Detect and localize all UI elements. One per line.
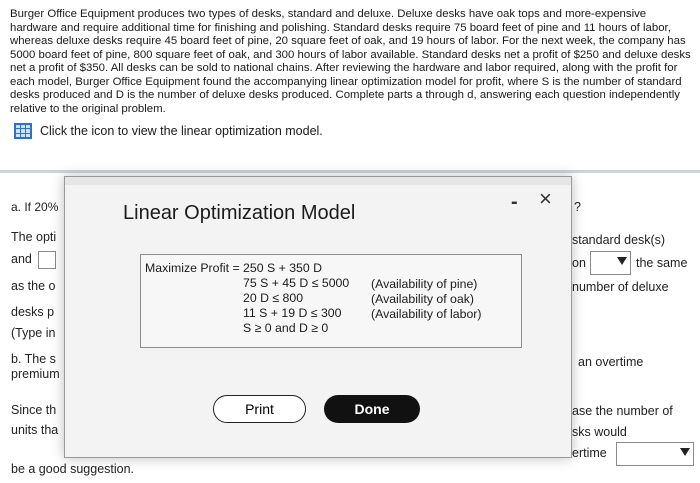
part-b-text: premium [11,367,60,381]
minimize-button[interactable]: - [511,191,518,213]
chevron-down-icon [680,448,690,456]
part-a-text-2: as the o [11,279,56,293]
constraint-labor: 11 S + 19 D ≤ 300 [243,306,342,320]
view-model-link[interactable] [14,123,323,139]
objective-function: Maximize Profit = 250 S + 350 D [145,261,323,275]
part-b-text-2: Since th [11,403,57,417]
answer-select-b[interactable] [616,442,694,466]
footer-text: be a good suggestion. [11,462,135,476]
right-text-standard: standard desk(s) [572,233,666,247]
model-box [140,254,522,348]
dialog-title: Linear Optimization Model [123,202,356,224]
right-text-increase: ase the number of [572,404,673,418]
constraint-oak: 20 D ≤ 800 [243,291,304,305]
constraint-labor-note: (Availability of labor) [371,307,482,321]
constraint-pine: 75 S + 45 D ≤ 5000 [243,276,350,290]
right-text-same: the same [636,256,688,270]
part-a-text-and: and [11,252,32,266]
right-text-on: on [572,256,586,270]
constraint-oak-note: (Availability of oak) [371,292,474,306]
right-text-ertime: ertime [572,446,607,460]
done-button[interactable]: Done [324,395,420,423]
view-model-label: Click the icon to view the linear optimization model. [40,124,323,138]
right-text-deluxe: number of deluxe [572,280,669,294]
linear-model-dialog [64,176,572,458]
part-b-label: b. The s [11,352,56,366]
table-icon[interactable] [14,123,32,139]
part-a-text-3: desks p [11,305,55,319]
constraint-pine-note: (Availability of pine) [371,277,478,291]
part-a-text-4: (Type in [11,326,56,340]
part-b-text-3: units tha [11,423,59,437]
answer-select-a[interactable] [590,251,631,275]
part-a-label: a. If 20% [11,200,59,214]
answer-input-a1[interactable] [38,251,56,269]
print-button[interactable]: Print [213,395,306,423]
nonnegativity-constraint: S ≥ 0 and D ≥ 0 [243,321,329,335]
problem-statement: Burger Office Equipment produces two types of desks, standard and deluxe. Deluxe desks have oak tops and more-expensive hardware and require additional time for finishing and polishing. Standard desks require 75 board feet of pine and 11 hours of labor, whereas deluxe desks require 45 board feet of pine, 20 square feet of oak, and 19 hours of labor. For the next week, the company has 5000 board feet of pine, 800 square feet of oak, and 300 hours of labor available. Standard desks net a profit of $250 and deluxe desks net a profit of $350. All desks can be sold to national chains. After reviewing the hardware and labor required, along with the profit for each model, Burger Office Equipment found the accompanying linear optimization model for profit, where S is the number of standard desks produced and D is the number of deluxe desks produced. Complete parts a through d, answering each question independently relative to the original problem. [10,8,691,115]
dialog-header-strip [65,177,571,185]
part-a-text-1: The opti [11,230,57,244]
close-button[interactable]: × [539,186,552,211]
right-question-mark: ? [574,200,581,214]
section-divider [0,170,700,173]
right-text-overtime: an overtime [578,355,644,369]
chevron-down-icon [617,257,627,265]
right-text-would: sks would [572,425,627,439]
